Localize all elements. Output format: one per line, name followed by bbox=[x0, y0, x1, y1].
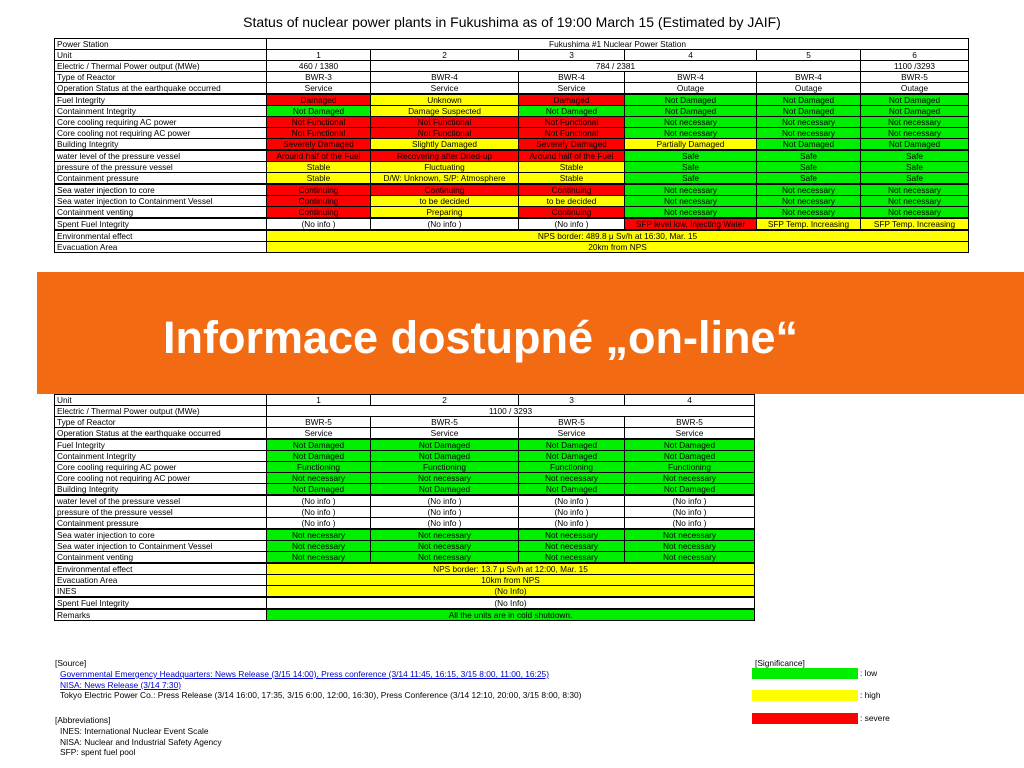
evacuation-area-label: Evacuation Area bbox=[55, 242, 267, 253]
status-cell: Unknown bbox=[371, 94, 519, 106]
status-cell: Service bbox=[519, 83, 625, 95]
legend-swatch-high bbox=[752, 690, 858, 701]
status-cell: Continuing bbox=[267, 207, 371, 219]
status-cell: Not Functional bbox=[519, 117, 625, 128]
status-cell: Slightly Damaged bbox=[371, 139, 519, 151]
status-cell: Safe bbox=[757, 150, 861, 162]
table-row bbox=[55, 609, 755, 621]
table-row bbox=[55, 230, 969, 242]
status-cell: BWR-4 bbox=[625, 72, 757, 83]
evacuation-area-value: 20km from NPS bbox=[267, 242, 969, 253]
source-link-nisa[interactable]: NISA: News Release (3/14 7:30) bbox=[60, 679, 182, 690]
status-cell: Not necessary bbox=[861, 117, 969, 128]
status-cell: Not necessary bbox=[371, 541, 519, 552]
abbreviation-notes bbox=[55, 715, 222, 758]
table-row bbox=[55, 207, 969, 219]
status-cell: Not Damaged bbox=[625, 451, 755, 462]
spent-fuel-label: Spent Fuel Integrity bbox=[55, 597, 267, 609]
table-row bbox=[55, 162, 969, 173]
status-cell: BWR-5 bbox=[625, 417, 755, 428]
legend-label-severe: : severe bbox=[860, 713, 890, 723]
status-cell: Damage Suspected bbox=[371, 106, 519, 117]
status-cell: Stable bbox=[267, 162, 371, 173]
table-row bbox=[55, 462, 755, 473]
status-cell: (No info ) bbox=[625, 495, 755, 507]
status-cell: (No info ) bbox=[625, 518, 755, 530]
status-cell: Not Functional bbox=[371, 128, 519, 139]
status-cell: BWR-5 bbox=[371, 417, 519, 428]
status-cell: BWR-3 bbox=[267, 72, 371, 83]
legend-swatch-severe bbox=[752, 713, 858, 724]
status-cell: SFP Temp. Increasing bbox=[757, 218, 861, 230]
unit-number: 4 bbox=[625, 50, 757, 61]
table-row bbox=[55, 451, 755, 462]
status-cell: Not Damaged bbox=[371, 439, 519, 451]
status-cell: Not necessary bbox=[625, 196, 757, 207]
table-row bbox=[55, 218, 969, 230]
banner-text: Informace dostupné „on-line“ bbox=[163, 312, 799, 363]
status-cell: BWR-4 bbox=[371, 72, 519, 83]
status-cell: Not Damaged bbox=[267, 106, 371, 117]
row-label: Containment venting bbox=[55, 552, 267, 564]
status-cell: Not necessary bbox=[757, 117, 861, 128]
status-cell: Continuing bbox=[519, 207, 625, 219]
status-cell: Stable bbox=[519, 162, 625, 173]
table-row bbox=[55, 117, 969, 128]
row-label: Core cooling requiring AC power bbox=[55, 462, 267, 473]
table-row bbox=[55, 196, 969, 207]
unit-number: 2 bbox=[371, 395, 519, 406]
status-cell: Outage bbox=[757, 83, 861, 95]
status-cell: Damaged bbox=[519, 94, 625, 106]
row-label: Containment venting bbox=[55, 207, 267, 219]
status-cell: Safe bbox=[861, 162, 969, 173]
status-cell: Not necessary bbox=[861, 184, 969, 196]
status-cell: Not necessary bbox=[625, 473, 755, 484]
status-cell: Not Damaged bbox=[519, 439, 625, 451]
status-cell: Continuing bbox=[267, 184, 371, 196]
status-cell: Not necessary bbox=[861, 207, 969, 219]
row-label: Type of Reactor bbox=[55, 417, 267, 428]
status-cell: Not Damaged bbox=[861, 106, 969, 117]
row-label: pressure of the pressure vessel bbox=[55, 162, 267, 173]
status-cell: Outage bbox=[625, 83, 757, 95]
abbreviation-item: NISA: Nuclear and Industrial Safety Agency bbox=[60, 736, 222, 747]
table-row bbox=[55, 597, 755, 609]
status-cell: Not Functional bbox=[267, 117, 371, 128]
status-cell: Not Damaged bbox=[371, 484, 519, 496]
table-row bbox=[55, 184, 969, 196]
status-cell: (No info ) bbox=[371, 518, 519, 530]
unit-number: 5 bbox=[757, 50, 861, 61]
status-cell: Safe bbox=[625, 150, 757, 162]
status-cell: SFP level low, Injecting Water bbox=[625, 218, 757, 230]
output-value: 1100 /3293 bbox=[861, 61, 969, 72]
status-cell: to be decided bbox=[371, 196, 519, 207]
table-row bbox=[55, 507, 755, 518]
status-cell: Continuing bbox=[371, 184, 519, 196]
table-row bbox=[55, 39, 969, 50]
status-cell: Not necessary bbox=[519, 473, 625, 484]
table-row bbox=[55, 150, 969, 162]
status-cell: Not necessary bbox=[267, 552, 371, 564]
row-label: water level of the pressure vessel bbox=[55, 495, 267, 507]
table-row bbox=[55, 484, 755, 496]
row-label: Sea water injection to core bbox=[55, 184, 267, 196]
status-cell: Service bbox=[371, 428, 519, 440]
environmental-effect-label: Environmental effect bbox=[55, 230, 267, 242]
status-cell: Functioning bbox=[267, 462, 371, 473]
source-tepco: Tokyo Electric Power Co.: Press Release (3/14 16:00, 17:35, 3/15 6:00, 12:00, 16:30), Press Conference (3/14 12:10, 20:00, 3/15 8:00, 8:30) bbox=[60, 690, 582, 701]
status-cell: Service bbox=[267, 428, 371, 440]
table-row bbox=[55, 563, 755, 575]
legend-low bbox=[752, 668, 912, 679]
environmental-effect-value: NPS border: 489.8 μ Sv/h at 16:30, Mar. 15 bbox=[267, 230, 969, 242]
row-label: Containment Integrity bbox=[55, 106, 267, 117]
remarks-value: All the units are in cold shutdown. bbox=[267, 609, 755, 621]
table-row bbox=[55, 128, 969, 139]
status-cell: Not Damaged bbox=[625, 106, 757, 117]
row-label: Sea water injection to Containment Vessel bbox=[55, 196, 267, 207]
row-label: Building Integrity bbox=[55, 139, 267, 151]
table-row bbox=[55, 61, 969, 72]
fukushima-2-status-table bbox=[54, 394, 755, 621]
unit-number: 4 bbox=[625, 395, 755, 406]
status-cell: Safe bbox=[625, 173, 757, 185]
status-cell: (No info ) bbox=[371, 507, 519, 518]
status-cell: Not necessary bbox=[757, 196, 861, 207]
status-cell: Not necessary bbox=[625, 128, 757, 139]
status-cell: Preparing bbox=[371, 207, 519, 219]
abbreviation-item: INES: International Nuclear Event Scale bbox=[60, 725, 209, 736]
evacuation-area-value: 10km from NPS bbox=[267, 575, 755, 586]
table-row bbox=[55, 395, 755, 406]
status-cell: Severely Damaged bbox=[267, 139, 371, 151]
unit-number: 3 bbox=[519, 50, 625, 61]
row-label: Sea water injection to core bbox=[55, 529, 267, 541]
table-row bbox=[55, 83, 969, 95]
status-cell: Not Functional bbox=[519, 128, 625, 139]
status-cell: Service bbox=[519, 428, 625, 440]
table-row bbox=[55, 428, 755, 440]
row-label: Type of Reactor bbox=[55, 72, 267, 83]
status-cell: Not Damaged bbox=[861, 94, 969, 106]
unit-number: 2 bbox=[371, 50, 519, 61]
status-cell: Not necessary bbox=[757, 207, 861, 219]
row-label: Core cooling requiring AC power bbox=[55, 117, 267, 128]
status-cell: Not necessary bbox=[371, 529, 519, 541]
status-cell: BWR-5 bbox=[519, 417, 625, 428]
status-cell: Not Damaged bbox=[519, 106, 625, 117]
status-cell: Damaged bbox=[267, 94, 371, 106]
row-label: Operation Status at the earthquake occurred bbox=[55, 428, 267, 440]
status-cell: (No info ) bbox=[519, 495, 625, 507]
status-cell: (No info ) bbox=[519, 507, 625, 518]
status-cell: (No info ) bbox=[267, 518, 371, 530]
status-cell: (No info ) bbox=[371, 495, 519, 507]
row-label: Containment Integrity bbox=[55, 451, 267, 462]
unit-label: Unit bbox=[55, 50, 267, 61]
row-label: Containment pressure bbox=[55, 518, 267, 530]
source-notes bbox=[55, 658, 581, 701]
status-cell: BWR-5 bbox=[861, 72, 969, 83]
status-cell: Not necessary bbox=[267, 473, 371, 484]
output-label: Electric / Thermal Power output (MWe) bbox=[55, 406, 267, 417]
row-label: Fuel Integrity bbox=[55, 94, 267, 106]
unit-number: 1 bbox=[267, 50, 371, 61]
spent-fuel-value: (No Info) bbox=[267, 597, 755, 609]
status-cell: Around half of the Fuel bbox=[267, 150, 371, 162]
remarks-label: Remarks bbox=[55, 609, 267, 621]
page-title: Status of nuclear power plants in Fukushima as of 19:00 March 15 (Estimated by JAIF) bbox=[243, 14, 781, 30]
environmental-effect-value: NPS border: 13.7 μ Sv/h at 12:00, Mar. 15 bbox=[267, 563, 755, 575]
status-cell: Not Damaged bbox=[267, 451, 371, 462]
status-cell: Not necessary bbox=[371, 473, 519, 484]
row-label: Building Integrity bbox=[55, 484, 267, 496]
status-cell: (No info ) bbox=[267, 495, 371, 507]
row-label: Sea water injection to Containment Vessel bbox=[55, 541, 267, 552]
status-cell: Service bbox=[625, 428, 755, 440]
status-cell: Continuing bbox=[267, 196, 371, 207]
row-label: Spent Fuel Integrity bbox=[55, 218, 267, 230]
table-row bbox=[55, 72, 969, 83]
status-cell: Safe bbox=[861, 150, 969, 162]
status-cell: Not necessary bbox=[861, 196, 969, 207]
status-cell: Stable bbox=[519, 173, 625, 185]
status-cell: BWR-5 bbox=[267, 417, 371, 428]
source-heading: [Source] bbox=[55, 658, 87, 668]
status-cell: Not Damaged bbox=[267, 439, 371, 451]
table-row bbox=[55, 406, 755, 417]
status-cell: Not necessary bbox=[267, 529, 371, 541]
status-cell: Not necessary bbox=[625, 552, 755, 564]
status-cell: BWR-4 bbox=[519, 72, 625, 83]
row-label: water level of the pressure vessel bbox=[55, 150, 267, 162]
row-label: Core cooling not requiring AC power bbox=[55, 473, 267, 484]
row-label: Operation Status at the earthquake occurred bbox=[55, 83, 267, 95]
legend-swatch-low bbox=[752, 668, 858, 679]
status-cell: Not Damaged bbox=[757, 106, 861, 117]
power-station-label: Power Station bbox=[55, 39, 267, 50]
status-cell: Not necessary bbox=[267, 541, 371, 552]
table-row bbox=[55, 173, 969, 185]
unit-number: 1 bbox=[267, 395, 371, 406]
table-row bbox=[55, 439, 755, 451]
status-cell: Functioning bbox=[371, 462, 519, 473]
abbreviations-heading: [Abbreviations] bbox=[55, 715, 111, 725]
status-cell: Safe bbox=[861, 173, 969, 185]
output-value: 460 / 1380 bbox=[267, 61, 371, 72]
power-station-name: Fukushima #1 Nuclear Power Station bbox=[267, 39, 969, 50]
row-label: pressure of the pressure vessel bbox=[55, 507, 267, 518]
status-cell: Not Damaged bbox=[519, 451, 625, 462]
status-cell: Not necessary bbox=[371, 552, 519, 564]
status-cell: Safe bbox=[757, 173, 861, 185]
table-row bbox=[55, 529, 755, 541]
status-cell: Not Damaged bbox=[625, 439, 755, 451]
legend-severe bbox=[752, 713, 912, 724]
status-cell: Not Damaged bbox=[519, 484, 625, 496]
status-cell: Not Damaged bbox=[757, 94, 861, 106]
status-cell: Service bbox=[267, 83, 371, 95]
source-link-government[interactable]: Governmental Emergency Headquarters: News Release (3/15 14:00), Press conference (3/14 11:45, 16:15, 3/15 8:00, 11:00, 16:25) bbox=[60, 668, 549, 679]
status-cell: Not Damaged bbox=[757, 139, 861, 151]
status-cell: Not necessary bbox=[757, 184, 861, 196]
status-cell: Not Damaged bbox=[625, 484, 755, 496]
status-cell: (No info ) bbox=[519, 518, 625, 530]
status-cell: Not necessary bbox=[625, 184, 757, 196]
status-cell: Not Damaged bbox=[861, 139, 969, 151]
status-cell: (No info ) bbox=[519, 218, 625, 230]
status-cell: to be decided bbox=[519, 196, 625, 207]
output-value: 784 / 2381 bbox=[371, 61, 861, 72]
status-cell: Not necessary bbox=[625, 529, 755, 541]
abbreviation-item: SFP: spent fuel pool bbox=[60, 747, 136, 758]
status-cell: Not Functional bbox=[371, 117, 519, 128]
table-row bbox=[55, 495, 755, 507]
status-cell: Stable bbox=[267, 173, 371, 185]
output-value: 1100 / 3293 bbox=[267, 406, 755, 417]
status-cell: Functioning bbox=[625, 462, 755, 473]
status-cell: Fluctuating bbox=[371, 162, 519, 173]
row-label: Fuel Integrity bbox=[55, 439, 267, 451]
ines-value: (No Info) bbox=[267, 586, 755, 598]
status-cell: Not necessary bbox=[519, 541, 625, 552]
status-cell: Not Damaged bbox=[267, 484, 371, 496]
significance-heading: [Significance] bbox=[755, 658, 805, 668]
status-cell: (No info ) bbox=[267, 218, 371, 230]
unit-label: Unit bbox=[55, 395, 267, 406]
status-cell: Not Damaged bbox=[625, 94, 757, 106]
table-row bbox=[55, 139, 969, 151]
table-row bbox=[55, 106, 969, 117]
status-cell: BWR-4 bbox=[757, 72, 861, 83]
table-row bbox=[55, 94, 969, 106]
status-cell: Not necessary bbox=[757, 128, 861, 139]
row-label: Core cooling not requiring AC power bbox=[55, 128, 267, 139]
table-row bbox=[55, 552, 755, 564]
legend-label-high: : high bbox=[860, 690, 881, 700]
status-cell: Partially Damaged bbox=[625, 139, 757, 151]
status-cell: Not necessary bbox=[625, 117, 757, 128]
status-cell: (No info ) bbox=[267, 507, 371, 518]
legend-high bbox=[752, 690, 912, 701]
status-cell: SFP Temp. Increasing bbox=[861, 218, 969, 230]
status-cell: Around half of the Fuel bbox=[519, 150, 625, 162]
status-cell: Not necessary bbox=[625, 541, 755, 552]
status-cell: Not Damaged bbox=[371, 451, 519, 462]
table-row bbox=[55, 242, 969, 253]
output-label: Electric / Thermal Power output (MWe) bbox=[55, 61, 267, 72]
status-cell: Not necessary bbox=[861, 128, 969, 139]
status-cell: Continuing bbox=[519, 184, 625, 196]
legend-label-low: : low bbox=[860, 668, 878, 678]
table-row bbox=[55, 541, 755, 552]
status-cell: Safe bbox=[757, 162, 861, 173]
status-cell: Safe bbox=[625, 162, 757, 173]
status-cell: (No info ) bbox=[371, 218, 519, 230]
status-cell: Not necessary bbox=[519, 552, 625, 564]
status-cell: D/W: Unknown, S/P: Atmosphere bbox=[371, 173, 519, 185]
status-cell: Functioning bbox=[519, 462, 625, 473]
row-label: Containment pressure bbox=[55, 173, 267, 185]
unit-number: 3 bbox=[519, 395, 625, 406]
evacuation-area-label: Evacuation Area bbox=[55, 575, 267, 586]
environmental-effect-label: Environmental effect bbox=[55, 563, 267, 575]
table-row bbox=[55, 586, 755, 598]
status-cell: (No info ) bbox=[625, 507, 755, 518]
unit-number: 6 bbox=[861, 50, 969, 61]
table-row bbox=[55, 417, 755, 428]
status-cell: Severely Damaged bbox=[519, 139, 625, 151]
status-cell: Service bbox=[371, 83, 519, 95]
table-row bbox=[55, 50, 969, 61]
table-row bbox=[55, 518, 755, 530]
fukushima-1-status-table bbox=[54, 38, 969, 253]
ines-label: INES bbox=[55, 586, 267, 598]
online-info-banner bbox=[37, 272, 1024, 394]
status-cell: Recovering after Dried-up bbox=[371, 150, 519, 162]
status-cell: Not Functional bbox=[267, 128, 371, 139]
status-cell: Not necessary bbox=[519, 529, 625, 541]
table-row bbox=[55, 575, 755, 586]
status-cell: Not necessary bbox=[625, 207, 757, 219]
table-row bbox=[55, 473, 755, 484]
status-cell: Outage bbox=[861, 83, 969, 95]
